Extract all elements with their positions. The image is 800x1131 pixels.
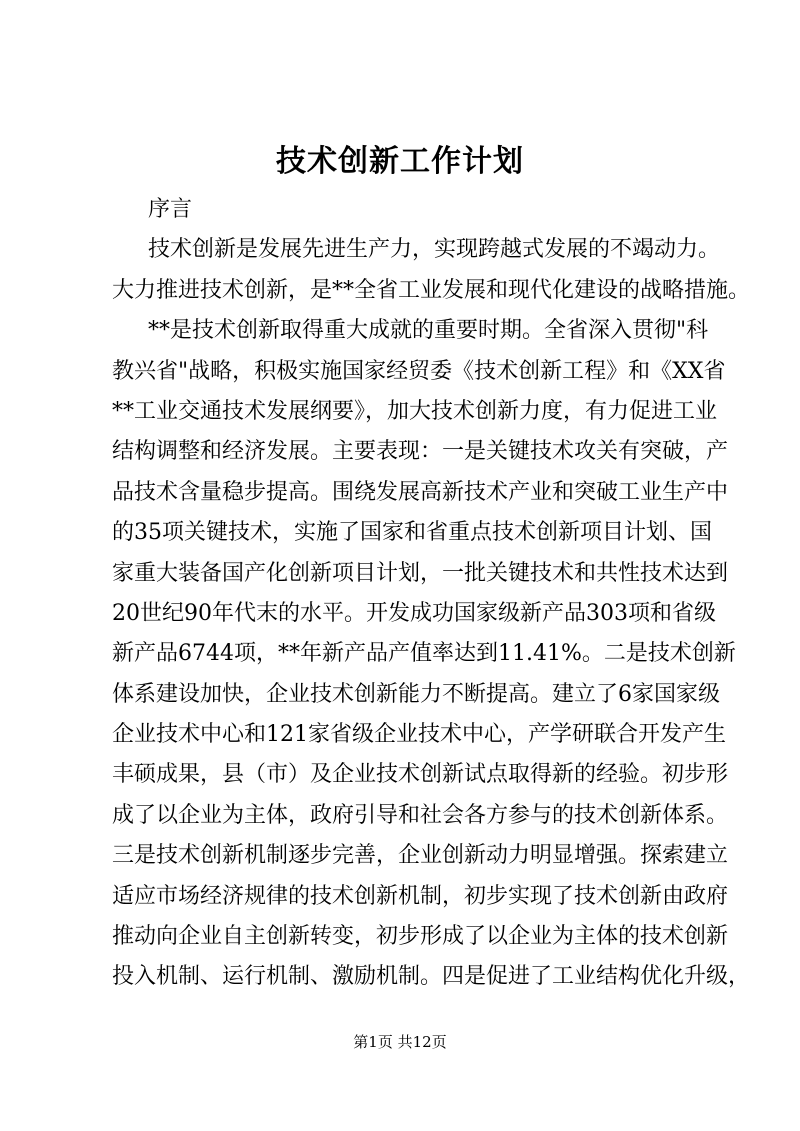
paragraph-line: 教兴省"战略，积极实施国家经贸委《技术创新工程》和《XX省 (112, 358, 726, 384)
paragraph-line: 投入机制、运行机制、激励机制。四是促进了工业结构优化升级， (112, 964, 751, 990)
paragraph-line: 体系建设加快，企业技术创新能力不断提高。建立了6家国家级 (112, 681, 720, 707)
paragraph-line: 家重大装备国产化创新项目计划，一批关键技术和共性技术达到 (112, 560, 729, 586)
paragraph-line: 大力推进技术创新，是**全省工业发展和现代化建设的战略措施。 (112, 277, 751, 303)
section-heading-preface: 序言 (148, 197, 193, 222)
paragraph-line: 20世纪90年代末的水平。开发成功国家级新产品303项和省级 (112, 600, 716, 626)
paragraph-line: **工业交通技术发展纲要》，加大技术创新力度，有力促进工业 (112, 398, 718, 424)
paragraph-line: 企业技术中心和121家省级企业技术中心，产学研联合开发产生 (112, 722, 726, 748)
paragraph-line: **是技术创新取得重大成就的重要时期。全省深入贯彻"科 (148, 318, 709, 344)
paragraph-line: 技术创新是发展先进生产力，实现跨越式发展的不竭动力。 (148, 237, 721, 263)
paragraph-line: 成了以企业为主体，政府引导和社会各方参与的技术创新体系。 (112, 802, 729, 828)
document-body (112, 190, 751, 998)
paragraph-line: 的35项关键技术，实施了国家和省重点技术创新项目计划、国 (112, 520, 712, 546)
page-footer: 第1页 共12页 (353, 1033, 447, 1051)
paragraph-line: 结构调整和经济发展。主要表现：一是关键技术攻关有突破，产 (112, 439, 729, 465)
paragraph-line: 品技术含量稳步提高。围绕发展高新技术产业和突破工业生产中 (112, 479, 729, 505)
paragraph-line: 新产品6744项，**年新产品产值率达到11.41%。二是技术创新 (112, 641, 736, 667)
paragraph-line: 适应市场经济规律的技术创新机制，初步实现了技术创新由政府 (112, 883, 729, 909)
paragraph-line: 三是技术创新机制逐步完善，企业创新动力明显增强。探索建立 (112, 843, 729, 869)
document-title: 技术创新工作计划 (276, 144, 524, 179)
paragraph-line: 推动向企业自主创新转变，初步形成了以企业为主体的技术创新 (112, 924, 729, 950)
paragraph-line: 丰硕成果，县（市）及企业技术创新试点取得新的经验。初步形 (112, 762, 729, 788)
